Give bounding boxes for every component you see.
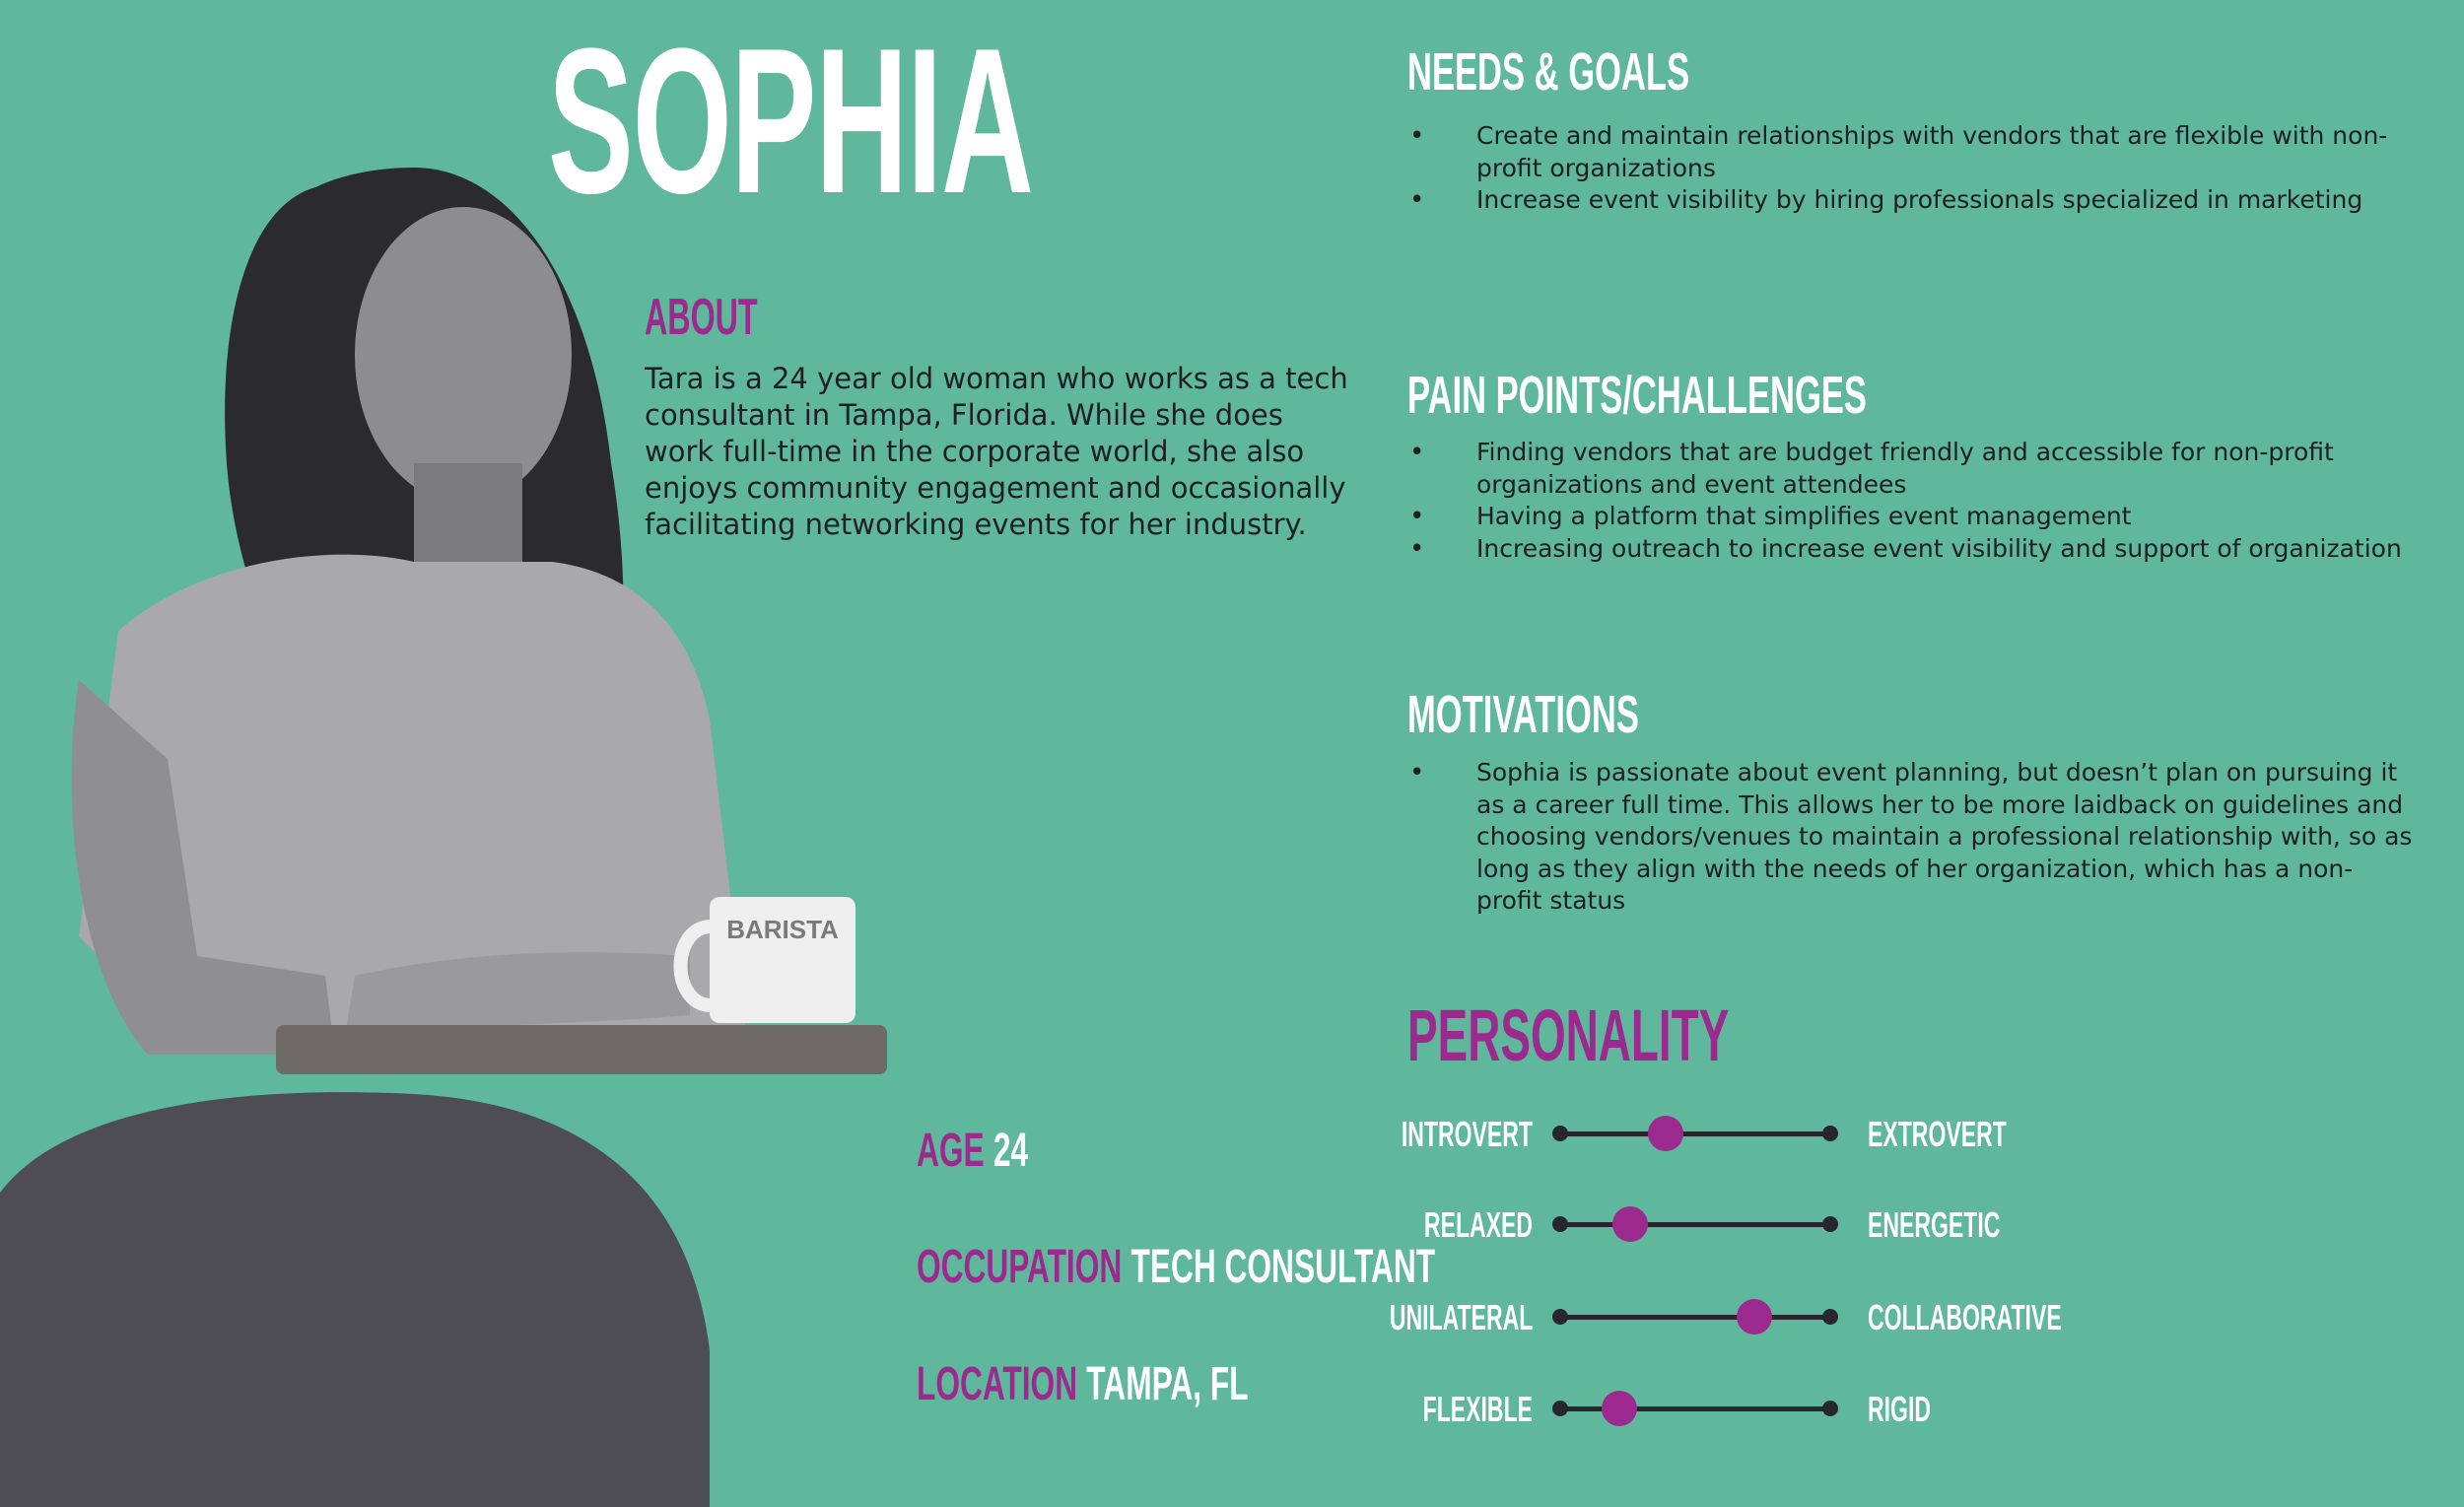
occupation-stat <box>917 1240 1435 1294</box>
personality-heading: PERSONALITY <box>1407 994 1730 1076</box>
list-item: • Sophia is passionate about event planning, but doesn’t plan on pursuing it as a career full time. This allows her to be more laidback on guidelines and choosing vendors/venues to maintain a professional relationship with, so as long as they align with the needs of her organization, which has a non-profit status <box>1407 757 2413 918</box>
trait-right-label: COLLABORATIVE <box>1868 1297 2062 1337</box>
age-label: AGE <box>917 1125 985 1177</box>
occupation-label: OCCUPATION <box>917 1241 1123 1293</box>
trait-slider-track <box>1560 1315 1830 1320</box>
list-item: • Having a platform that simplifies event management <box>1407 501 2413 533</box>
mug-label: BARISTA <box>726 915 839 944</box>
trait-left-label: FLEXIBLE <box>1422 1389 1533 1429</box>
motivations-heading: MOTIVATIONS <box>1407 685 1639 744</box>
trait-slider-knob <box>1648 1116 1683 1151</box>
location-stat <box>917 1357 1249 1411</box>
trait-row-relaxed-energetic <box>1380 1195 2168 1254</box>
location-value: TAMPA, FL <box>1086 1358 1249 1410</box>
list-item: • Increasing outreach to increase event visibility and support of organization <box>1407 533 2413 566</box>
trait-slider-knob <box>1602 1391 1637 1426</box>
list-item: • Create and maintain relationships with vendors that are flexible with non-profit organizations <box>1407 120 2413 184</box>
about-heading: ABOUT <box>645 289 758 346</box>
list-item: • Finding vendors that are budget friendly and accessible for non-profit organizations and event attendees <box>1407 437 2413 501</box>
needs-goals-list <box>1407 120 2413 217</box>
pain-points-heading: PAIN POINTS/CHALLENGES <box>1407 366 1867 425</box>
location-label: LOCATION <box>917 1358 1078 1410</box>
trait-left-label: INTROVERT <box>1401 1114 1533 1154</box>
trait-slider-track <box>1560 1131 1830 1136</box>
pain-points-list <box>1407 437 2413 565</box>
persona-name: SOPHIA <box>548 5 1033 237</box>
trait-slider-knob <box>1612 1206 1648 1242</box>
trait-row-introvert-extrovert <box>1380 1104 2168 1163</box>
trait-slider-track <box>1560 1406 1830 1411</box>
age-value: 24 <box>992 1125 1029 1177</box>
about-text: Tara is a 24 year old woman who works as a tech consultant in Tampa, Florida. While she does work full-time in the corporate world, she also enjoys community engagement and occasionally facilitating networking events for her industry. <box>645 362 1348 541</box>
needs-goals-heading: NEEDS & GOALS <box>1407 42 1690 102</box>
occupation-value: TECH CONSULTANT <box>1130 1241 1436 1293</box>
trait-right-label: RIGID <box>1868 1389 1932 1429</box>
trait-slider-knob <box>1737 1299 1772 1335</box>
trait-row-unilateral-collaborative <box>1380 1287 2168 1346</box>
list-item: • Increase event visibility by hiring professionals specialized in marketing <box>1407 184 2413 217</box>
trait-row-flexible-rigid <box>1380 1379 2168 1438</box>
age-stat <box>917 1124 1028 1178</box>
motivations-list <box>1407 757 2413 918</box>
trait-right-label: EXTROVERT <box>1868 1114 2007 1154</box>
trait-slider-track <box>1560 1222 1830 1227</box>
trait-left-label: UNILATERAL <box>1389 1297 1533 1337</box>
trait-left-label: RELAXED <box>1423 1204 1533 1245</box>
trait-right-label: ENERGETIC <box>1868 1204 2001 1245</box>
